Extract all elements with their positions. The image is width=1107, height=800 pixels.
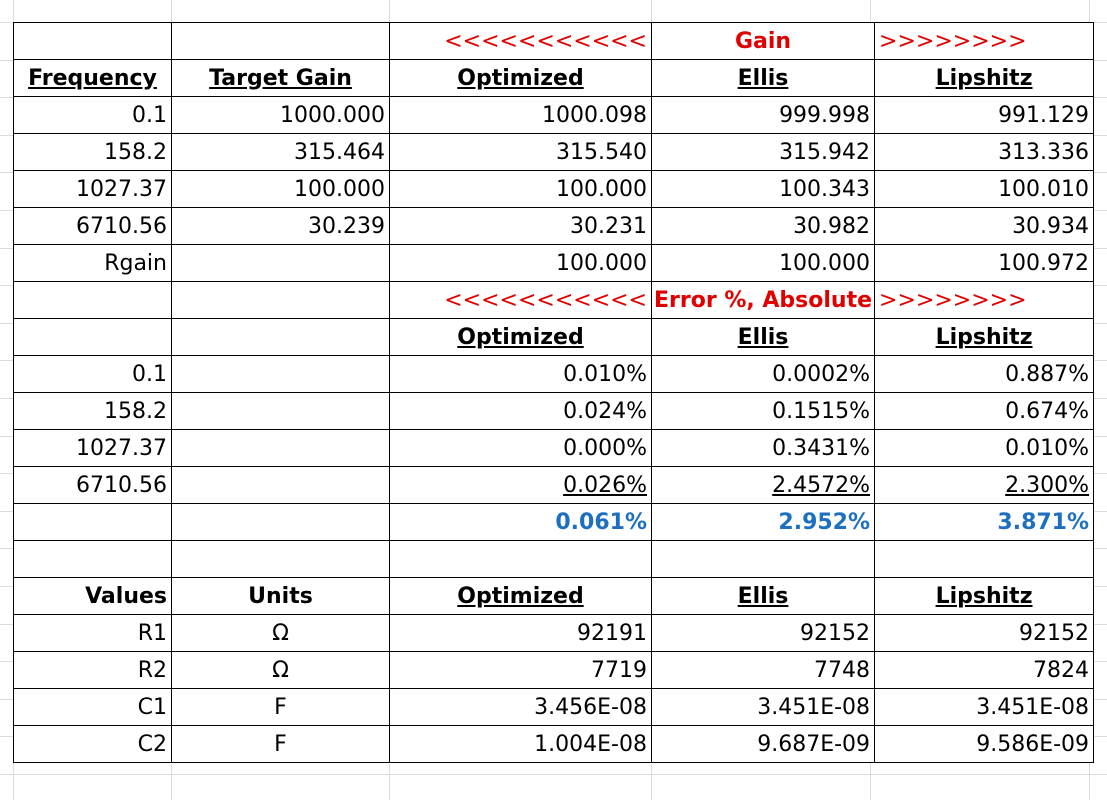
- table-row: [14, 726, 1094, 763]
- table-row: [14, 208, 1094, 245]
- table-row: [14, 467, 1094, 504]
- cell[interactable]: 999.998: [652, 97, 875, 134]
- cell[interactable]: [652, 541, 875, 578]
- cell[interactable]: 7824: [875, 652, 1094, 689]
- cell[interactable]: [172, 282, 390, 319]
- cell[interactable]: [14, 541, 172, 578]
- cell[interactable]: 158.2: [14, 134, 172, 171]
- cell[interactable]: 92152: [875, 615, 1094, 652]
- cell[interactable]: 991.129: [875, 97, 1094, 134]
- cell[interactable]: 30.934: [875, 208, 1094, 245]
- error-header-row: [14, 319, 1094, 356]
- cell[interactable]: 315.942: [652, 134, 875, 171]
- cell[interactable]: [172, 393, 390, 430]
- cell[interactable]: 100.972: [875, 245, 1094, 282]
- cell[interactable]: [172, 504, 390, 541]
- cell[interactable]: [172, 319, 390, 356]
- cell[interactable]: [14, 319, 172, 356]
- cell[interactable]: 30.982: [652, 208, 875, 245]
- table-row: [14, 615, 1094, 652]
- cell[interactable]: 0.010%: [390, 356, 652, 393]
- results-table: [13, 22, 1094, 763]
- table-row: [14, 356, 1094, 393]
- cell[interactable]: 3.456E-08: [390, 689, 652, 726]
- cell[interactable]: 92191: [390, 615, 652, 652]
- header-ellis[interactable]: Ellis: [652, 578, 875, 615]
- cell[interactable]: 7719: [390, 652, 652, 689]
- cell[interactable]: 0.674%: [875, 393, 1094, 430]
- cell[interactable]: 0.000%: [390, 430, 652, 467]
- error-arrows-right[interactable]: >>>>>>>>: [875, 282, 1094, 319]
- cell[interactable]: 100.000: [652, 245, 875, 282]
- cell[interactable]: 0.026%: [390, 467, 652, 504]
- cell[interactable]: [172, 356, 390, 393]
- cell[interactable]: [172, 467, 390, 504]
- total-ellis[interactable]: 2.952%: [652, 504, 875, 541]
- header-optimized[interactable]: Optimized: [390, 578, 652, 615]
- cell[interactable]: [14, 23, 172, 60]
- cell[interactable]: 158.2: [14, 393, 172, 430]
- gain-banner-row: [14, 23, 1094, 60]
- table-row-rgain: [14, 245, 1094, 282]
- values-header-row: [14, 578, 1094, 615]
- cell[interactable]: F: [172, 689, 390, 726]
- gain-title[interactable]: Gain: [652, 23, 875, 60]
- cell[interactable]: 30.231: [390, 208, 652, 245]
- cell[interactable]: 100.010: [875, 171, 1094, 208]
- cell[interactable]: 100.343: [652, 171, 875, 208]
- cell[interactable]: 2.300%: [875, 467, 1094, 504]
- table-row: [14, 97, 1094, 134]
- cell[interactable]: 313.336: [875, 134, 1094, 171]
- gain-arrows-right[interactable]: >>>>>>>>: [875, 23, 1094, 60]
- cell[interactable]: [390, 541, 652, 578]
- header-lipshitz[interactable]: Lipshitz: [875, 578, 1094, 615]
- cell[interactable]: C2: [14, 726, 172, 763]
- total-lipshitz[interactable]: 3.871%: [875, 504, 1094, 541]
- cell[interactable]: [172, 541, 390, 578]
- header-lipshitz[interactable]: Lipshitz: [875, 319, 1094, 356]
- header-frequency[interactable]: Frequency: [14, 60, 172, 97]
- cell[interactable]: 0.1515%: [652, 393, 875, 430]
- cell[interactable]: 0.3431%: [652, 430, 875, 467]
- header-units[interactable]: Units: [172, 578, 390, 615]
- cell[interactable]: 0.887%: [875, 356, 1094, 393]
- cell[interactable]: 0.024%: [390, 393, 652, 430]
- cell[interactable]: 315.540: [390, 134, 652, 171]
- error-banner-row: [14, 282, 1094, 319]
- cell[interactable]: R2: [14, 652, 172, 689]
- cell[interactable]: 9.586E-09: [875, 726, 1094, 763]
- cell[interactable]: C1: [14, 689, 172, 726]
- cell[interactable]: 100.000: [390, 245, 652, 282]
- spacer-row: [14, 541, 1094, 578]
- cell[interactable]: 100.000: [172, 171, 390, 208]
- error-arrows-left[interactable]: <<<<<<<<<<<: [390, 282, 652, 319]
- cell[interactable]: 100.000: [390, 171, 652, 208]
- cell[interactable]: [172, 245, 390, 282]
- cell[interactable]: 6710.56: [14, 467, 172, 504]
- header-optimized[interactable]: Optimized: [390, 319, 652, 356]
- cell[interactable]: Rgain: [14, 245, 172, 282]
- cell[interactable]: [14, 282, 172, 319]
- cell[interactable]: 1000.000: [172, 97, 390, 134]
- table-row: [14, 689, 1094, 726]
- cell[interactable]: [875, 541, 1094, 578]
- table-row: [14, 134, 1094, 171]
- cell[interactable]: R1: [14, 615, 172, 652]
- table-row: [14, 652, 1094, 689]
- cell[interactable]: Ω: [172, 652, 390, 689]
- error-title[interactable]: Error %, Absolute: [652, 282, 875, 319]
- cell[interactable]: [172, 23, 390, 60]
- header-optimized[interactable]: Optimized: [390, 60, 652, 97]
- table-row: [14, 393, 1094, 430]
- cell[interactable]: F: [172, 726, 390, 763]
- cell[interactable]: 9.687E-09: [652, 726, 875, 763]
- gain-header-row: [14, 60, 1094, 97]
- error-totals-row: [14, 504, 1094, 541]
- cell[interactable]: [14, 504, 172, 541]
- gain-arrows-left[interactable]: <<<<<<<<<<<: [390, 23, 652, 60]
- cell[interactable]: 6710.56: [14, 208, 172, 245]
- header-ellis[interactable]: Ellis: [652, 319, 875, 356]
- cell[interactable]: 3.451E-08: [875, 689, 1094, 726]
- cell[interactable]: 30.239: [172, 208, 390, 245]
- cell[interactable]: 7748: [652, 652, 875, 689]
- cell[interactable]: 1.004E-08: [390, 726, 652, 763]
- cell[interactable]: 0.010%: [875, 430, 1094, 467]
- header-ellis[interactable]: Ellis: [652, 60, 875, 97]
- cell[interactable]: Ω: [172, 615, 390, 652]
- total-optimized[interactable]: 0.061%: [390, 504, 652, 541]
- cell[interactable]: 0.0002%: [652, 356, 875, 393]
- cell[interactable]: 1000.098: [390, 97, 652, 134]
- cell[interactable]: 0.1: [14, 356, 172, 393]
- cell[interactable]: 3.451E-08: [652, 689, 875, 726]
- cell[interactable]: 0.1: [14, 97, 172, 134]
- cell[interactable]: 92152: [652, 615, 875, 652]
- gridline: [0, 774, 1107, 775]
- table-row: [14, 430, 1094, 467]
- cell[interactable]: 315.464: [172, 134, 390, 171]
- table-row: [14, 171, 1094, 208]
- cell[interactable]: 1027.37: [14, 430, 172, 467]
- header-target-gain[interactable]: Target Gain: [172, 60, 390, 97]
- header-values[interactable]: Values: [14, 578, 172, 615]
- cell[interactable]: [172, 430, 390, 467]
- cell[interactable]: 2.4572%: [652, 467, 875, 504]
- header-lipshitz[interactable]: Lipshitz: [875, 60, 1094, 97]
- cell[interactable]: 1027.37: [14, 171, 172, 208]
